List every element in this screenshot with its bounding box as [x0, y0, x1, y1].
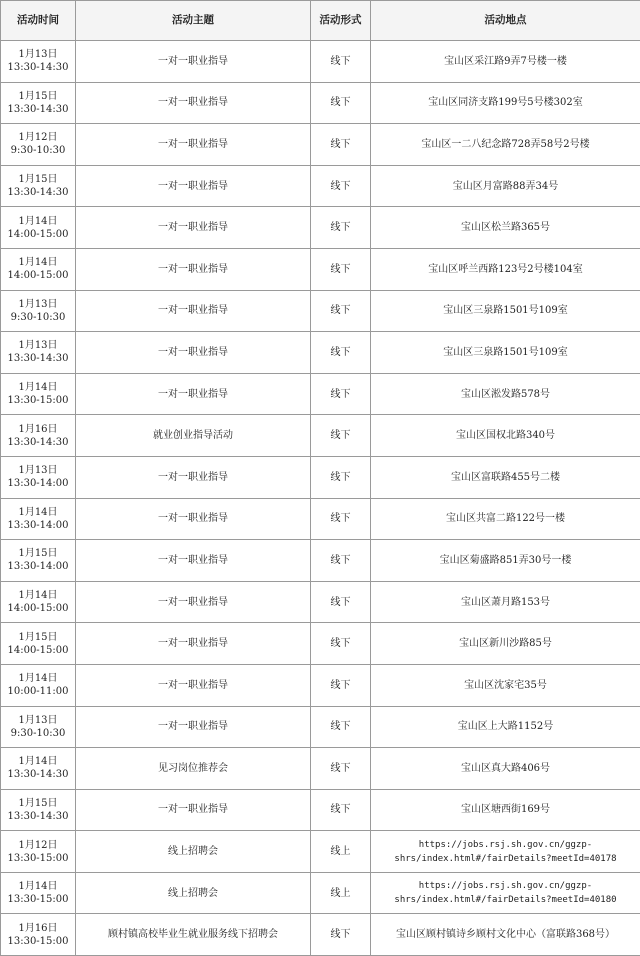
table-row [1, 540, 640, 582]
cell-format: 线下 [311, 290, 371, 332]
cell-location: 宝山区富联路455号二楼 [371, 456, 640, 498]
event-date: 1月14日 [18, 215, 58, 227]
cell-topic: 线上招聘会 [76, 831, 311, 873]
event-time: 14:00-15:00 [7, 270, 69, 282]
cell-time [1, 789, 76, 831]
cell-location: 宝山区国权北路340号 [371, 415, 640, 457]
event-date: 1月12日 [18, 839, 58, 851]
event-time: 13:30-14:30 [7, 103, 69, 115]
header-topic: 活动主题 [76, 1, 311, 41]
cell-topic: 一对一职业指导 [76, 789, 311, 831]
cell-time [1, 248, 76, 290]
cell-time [1, 664, 76, 706]
location-link-line: https://jobs.rsj.sh.gov.cn/ggzp- [418, 839, 593, 850]
cell-format: 线上 [311, 831, 371, 873]
table-row [1, 623, 640, 665]
cell-topic: 一对一职业指导 [76, 207, 311, 249]
event-time: 14:00-15:00 [7, 603, 69, 615]
event-date: 1月14日 [18, 673, 58, 685]
table-row [1, 290, 640, 332]
cell-location: 宝山区采江路9弄7号楼一楼 [371, 41, 640, 83]
event-date: 1月15日 [18, 174, 58, 186]
cell-time [1, 456, 76, 498]
cell-location: 宝山区一二八纪念路728弄58号2号楼 [371, 124, 640, 166]
cell-location: 宝山区同济支路199号5号楼302室 [371, 82, 640, 124]
event-date: 1月14日 [18, 506, 58, 518]
cell-topic: 一对一职业指导 [76, 706, 311, 748]
table-row [1, 332, 640, 374]
cell-format: 线下 [311, 332, 371, 374]
cell-time [1, 706, 76, 748]
table-row [1, 165, 640, 207]
location-link-line: shrs/index.html#/fairDetails?meetId=40180 [394, 895, 617, 906]
event-time: 13:30-15:00 [7, 894, 69, 906]
cell-format: 线下 [311, 248, 371, 290]
cell-topic: 一对一职业指导 [76, 82, 311, 124]
cell-topic: 一对一职业指导 [76, 290, 311, 332]
table-row [1, 456, 640, 498]
table-row [1, 373, 640, 415]
table-row [1, 498, 640, 540]
table-row [1, 82, 640, 124]
cell-topic: 一对一职业指导 [76, 456, 311, 498]
cell-time [1, 332, 76, 374]
cell-location: 宝山区沈家宅35号 [371, 664, 640, 706]
event-time: 9:30-10:30 [10, 727, 66, 739]
event-date: 1月13日 [18, 49, 58, 61]
event-date: 1月16日 [18, 423, 58, 435]
table-row [1, 207, 640, 249]
event-date: 1月14日 [18, 590, 58, 602]
event-time: 14:00-15:00 [7, 644, 69, 656]
table-row [1, 581, 640, 623]
cell-time [1, 41, 76, 83]
cell-location: 宝山区淞发路578号 [371, 373, 640, 415]
cell-topic: 一对一职业指导 [76, 332, 311, 374]
table-row [1, 748, 640, 790]
header-time: 活动时间 [1, 1, 76, 41]
location-link-line: https://jobs.rsj.sh.gov.cn/ggzp- [418, 881, 593, 892]
table-row [1, 914, 640, 956]
cell-format: 线下 [311, 664, 371, 706]
cell-format: 线下 [311, 456, 371, 498]
cell-time [1, 831, 76, 873]
event-date: 1月13日 [18, 340, 58, 352]
cell-time [1, 581, 76, 623]
cell-topic: 一对一职业指导 [76, 373, 311, 415]
cell-format: 线下 [311, 415, 371, 457]
cell-time [1, 872, 76, 914]
event-time: 13:30-15:00 [7, 395, 69, 407]
cell-format: 线下 [311, 498, 371, 540]
event-time: 13:30-14:00 [7, 519, 69, 531]
cell-location: 宝山区萧月路153号 [371, 581, 640, 623]
cell-location: 宝山区呼兰西路123号2号楼104室 [371, 248, 640, 290]
event-date: 1月14日 [18, 881, 58, 893]
cell-format: 线下 [311, 41, 371, 83]
event-time: 13:30-14:30 [7, 62, 69, 74]
cell-topic: 一对一职业指导 [76, 124, 311, 166]
event-date: 1月13日 [18, 465, 58, 477]
table-row [1, 248, 640, 290]
table-row [1, 789, 640, 831]
cell-time [1, 124, 76, 166]
cell-format: 线下 [311, 165, 371, 207]
table-row [1, 831, 640, 873]
cell-format: 线下 [311, 581, 371, 623]
event-time: 13:30-14:30 [7, 769, 69, 781]
event-time: 13:30-15:00 [7, 852, 69, 864]
cell-topic: 就业创业指导活动 [76, 415, 311, 457]
cell-location: 宝山区新川沙路85号 [371, 623, 640, 665]
cell-format: 线下 [311, 124, 371, 166]
header-row [1, 1, 640, 41]
cell-location: 宝山区三泉路1501号109室 [371, 332, 640, 374]
cell-time [1, 207, 76, 249]
cell-time [1, 914, 76, 956]
cell-time [1, 415, 76, 457]
cell-time [1, 540, 76, 582]
cell-format: 线下 [311, 789, 371, 831]
event-date: 1月13日 [18, 714, 58, 726]
cell-topic: 一对一职业指导 [76, 165, 311, 207]
event-time: 10:00-11:00 [7, 686, 69, 698]
cell-location: 宝山区月富路88弄34号 [371, 165, 640, 207]
cell-topic: 一对一职业指导 [76, 623, 311, 665]
location-link-line: shrs/index.html#/fairDetails?meetId=40178 [394, 853, 617, 864]
cell-time [1, 82, 76, 124]
event-date: 1月15日 [18, 548, 58, 560]
event-time: 9:30-10:30 [10, 145, 66, 157]
event-time: 9:30-10:30 [10, 311, 66, 323]
cell-location: 宝山区真大路406号 [371, 748, 640, 790]
cell-topic: 一对一职业指导 [76, 581, 311, 623]
cell-format: 线下 [311, 706, 371, 748]
event-time: 13:30-14:30 [7, 810, 69, 822]
cell-format: 线下 [311, 207, 371, 249]
cell-topic: 见习岗位推荐会 [76, 748, 311, 790]
cell-location-link [371, 872, 640, 914]
cell-time [1, 498, 76, 540]
table-row [1, 124, 640, 166]
event-time: 14:00-15:00 [7, 228, 69, 240]
cell-location: 宝山区菊盛路851弄30号一楼 [371, 540, 640, 582]
cell-location: 宝山区顾村镇诗乡顾村文化中心（富联路368号） [371, 914, 640, 956]
cell-location-link [371, 831, 640, 873]
table-row [1, 41, 640, 83]
cell-topic: 一对一职业指导 [76, 664, 311, 706]
cell-topic: 顾村镇高校毕业生就业服务线下招聘会 [76, 914, 311, 956]
event-date: 1月15日 [18, 797, 58, 809]
cell-topic: 一对一职业指导 [76, 248, 311, 290]
cell-time [1, 373, 76, 415]
event-time: 13:30-14:30 [7, 436, 69, 448]
event-date: 1月14日 [18, 382, 58, 394]
cell-format: 线上 [311, 872, 371, 914]
event-time: 13:30-14:00 [7, 478, 69, 490]
event-time: 13:30-14:30 [7, 353, 69, 365]
event-time: 13:30-15:00 [7, 935, 69, 947]
event-date: 1月14日 [18, 756, 58, 768]
event-date: 1月12日 [18, 132, 58, 144]
cell-format: 线下 [311, 748, 371, 790]
cell-location: 宝山区三泉路1501号109室 [371, 290, 640, 332]
event-time: 13:30-14:00 [7, 561, 69, 573]
cell-time [1, 623, 76, 665]
cell-topic: 一对一职业指导 [76, 41, 311, 83]
table-row [1, 664, 640, 706]
cell-format: 线下 [311, 623, 371, 665]
header-format: 活动形式 [311, 1, 371, 41]
cell-topic: 一对一职业指导 [76, 498, 311, 540]
cell-location: 宝山区松兰路365号 [371, 207, 640, 249]
cell-topic: 线上招聘会 [76, 872, 311, 914]
header-location: 活动地点 [371, 1, 640, 41]
event-date: 1月16日 [18, 922, 58, 934]
event-date: 1月14日 [18, 257, 58, 269]
cell-format: 线下 [311, 540, 371, 582]
table-row [1, 415, 640, 457]
cell-location: 宝山区共富二路122号一楼 [371, 498, 640, 540]
cell-format: 线下 [311, 82, 371, 124]
event-date: 1月15日 [18, 631, 58, 643]
cell-location: 宝山区上大路1152号 [371, 706, 640, 748]
event-time: 13:30-14:30 [7, 187, 69, 199]
cell-topic: 一对一职业指导 [76, 540, 311, 582]
table-row [1, 706, 640, 748]
cell-time [1, 290, 76, 332]
event-date: 1月15日 [18, 90, 58, 102]
event-date: 1月13日 [18, 298, 58, 310]
cell-time [1, 165, 76, 207]
table-body [1, 41, 640, 956]
table-row [1, 872, 640, 914]
cell-location: 宝山区塘西街169号 [371, 789, 640, 831]
cell-time [1, 748, 76, 790]
cell-format: 线下 [311, 373, 371, 415]
cell-format: 线下 [311, 914, 371, 956]
